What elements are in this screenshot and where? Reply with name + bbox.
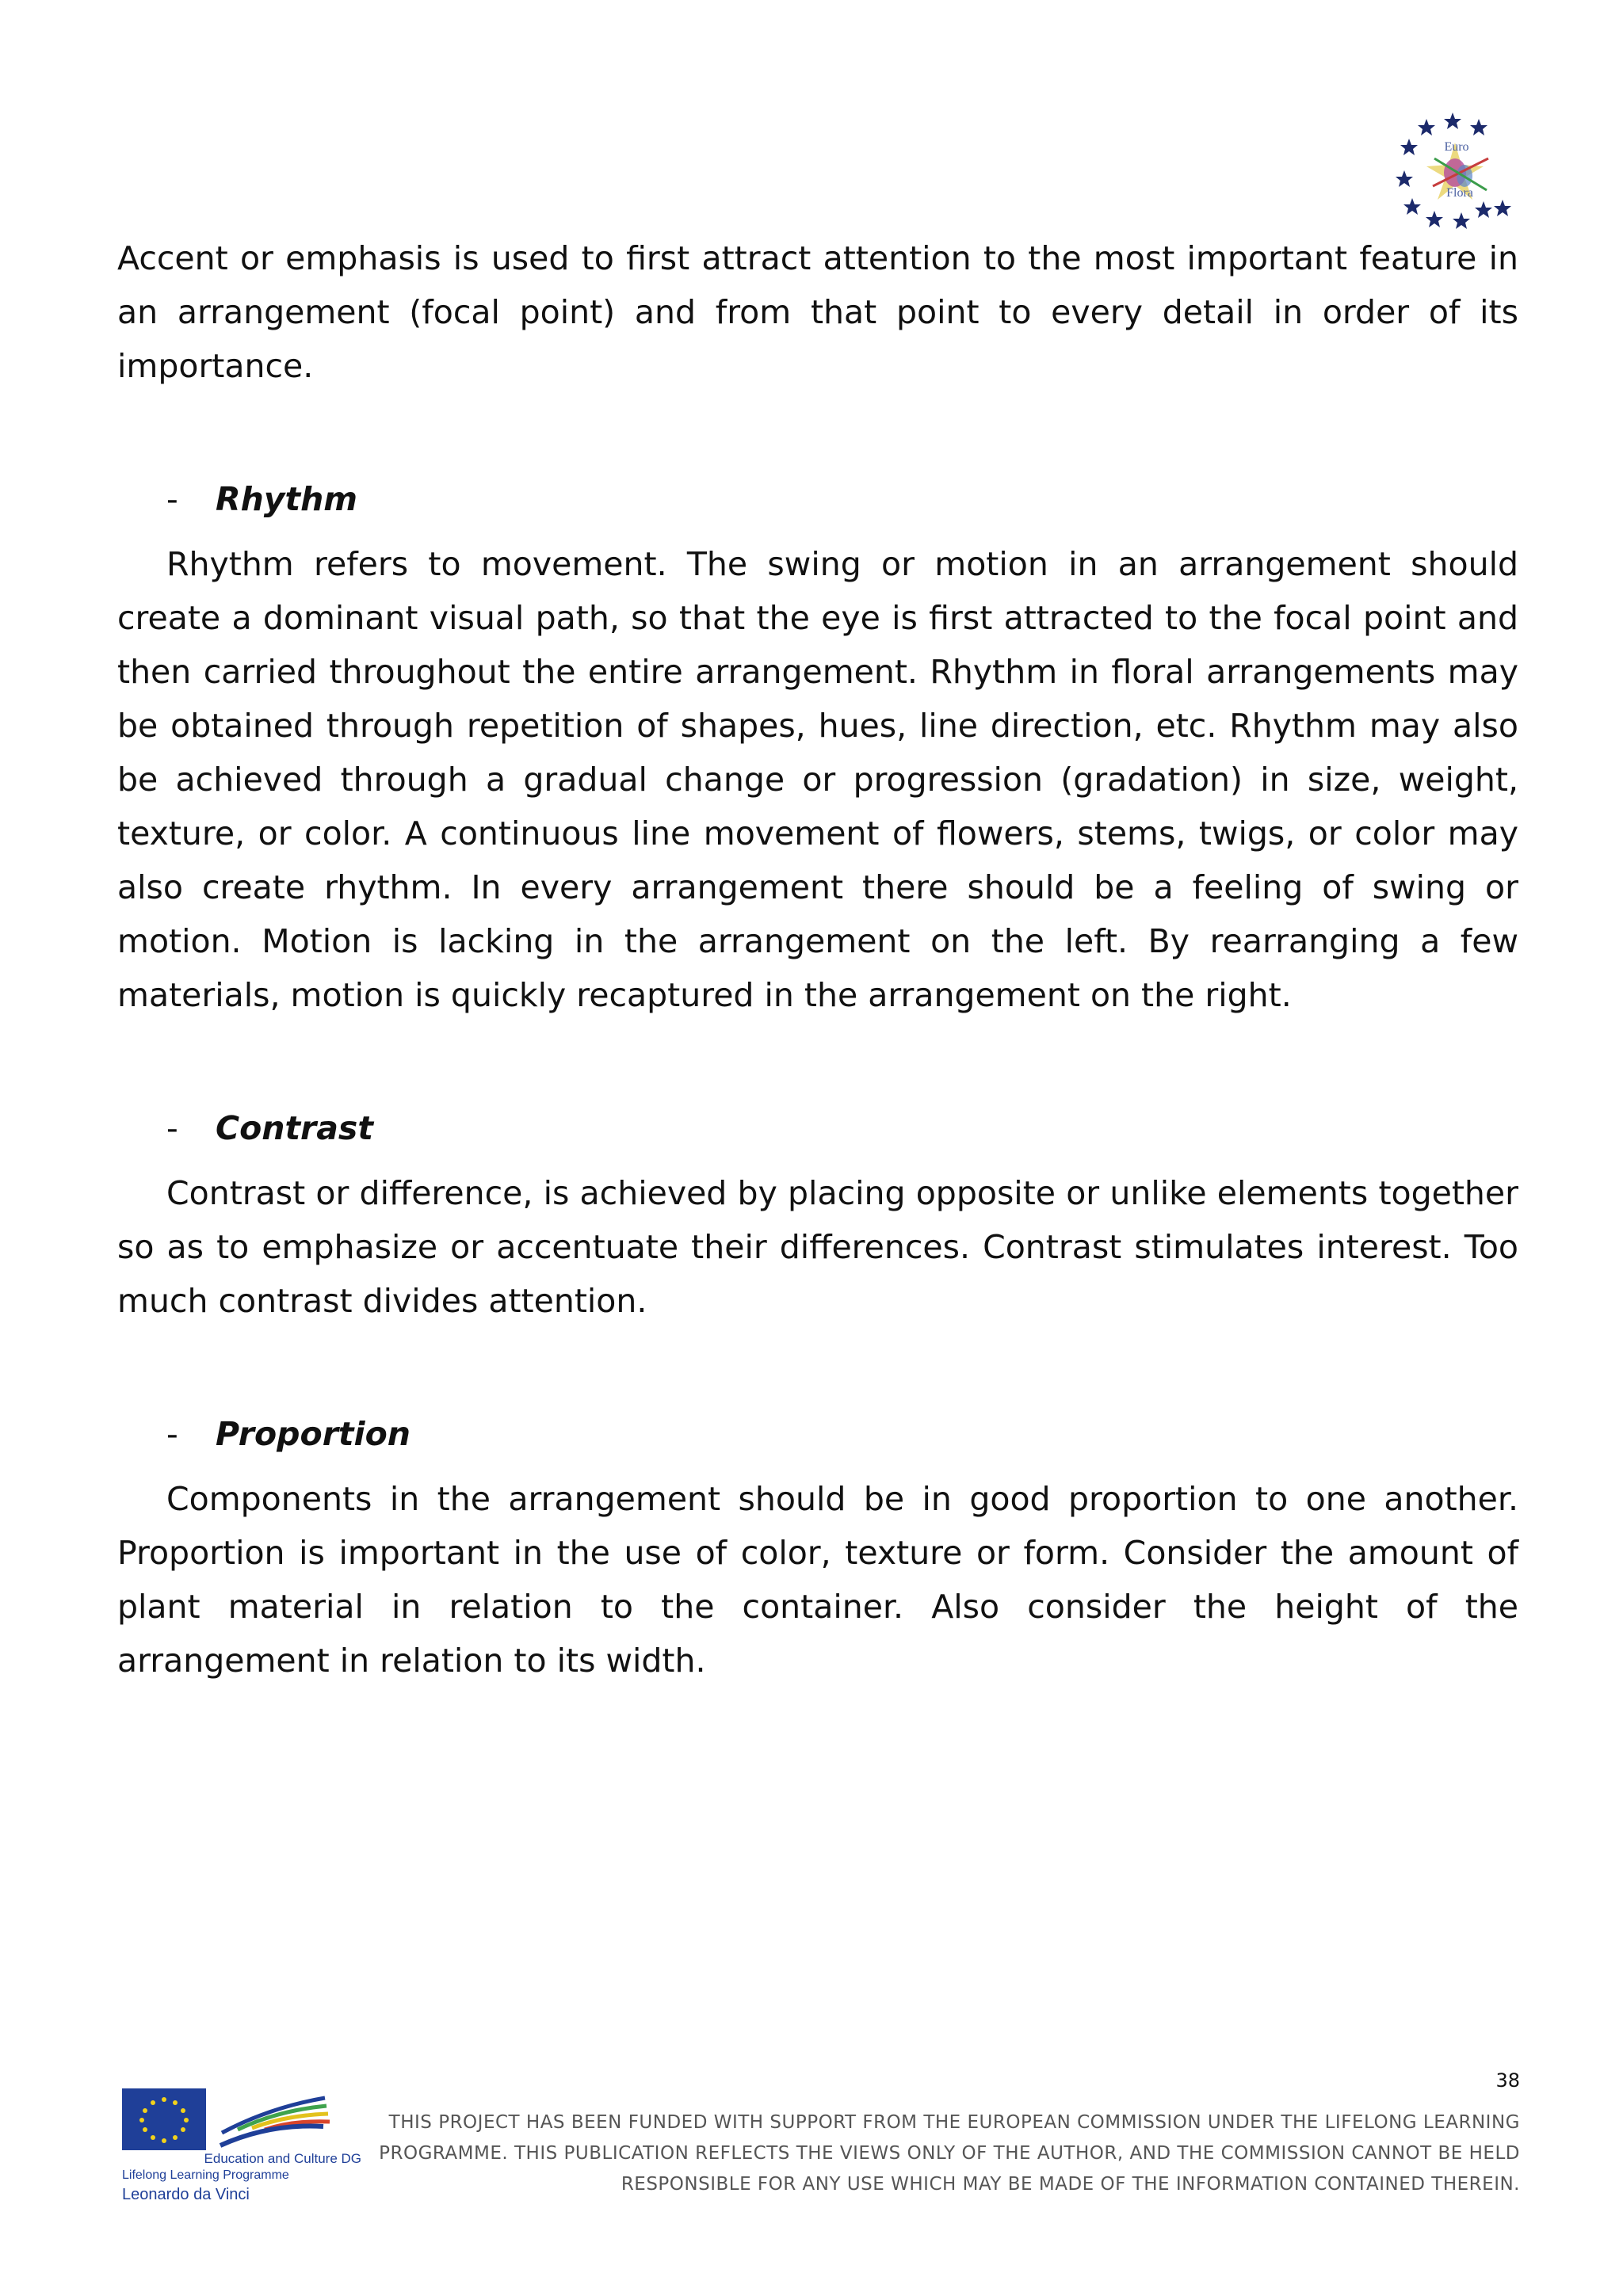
section-title: Proportion <box>216 1415 411 1453</box>
section-body-proportion: Components in the arrangement should be in good proportion to one another. Proportion is important in the use of color, texture or form. Consider the amount of plant material in relation to the container. Also consider the height of the arrangement in relation to its width. <box>117 1480 1518 1680</box>
section-dash: - <box>166 1415 178 1453</box>
footer-disclaimer-line: RESPONSIBLE FOR ANY USE WHICH MAY BE MADE OF THE INFORMATION CONTAINED THEREIN. <box>621 2174 1520 2195</box>
euroflora-logo <box>1385 111 1520 230</box>
section-title: Rhythm <box>216 480 357 518</box>
section-heading-contrast <box>166 1101 1518 1155</box>
section-body-contrast: Contrast or difference, is achieved by placing opposite or unlike elements together so as to emphasize or accentuate their differences. Contrast stimulates interest. Too much contrast divides attention. <box>117 1174 1518 1320</box>
section-heading-proportion <box>166 1407 1518 1461</box>
section-dash: - <box>166 1109 178 1147</box>
footer-disclaimer-line: THIS PROJECT HAS BEEN FUNDED WITH SUPPORT FROM THE EUROPEAN COMMISSION UNDER THE LIFELONG LEARNING <box>388 2112 1520 2133</box>
logo-text-top: Euro <box>1444 140 1469 154</box>
swoosh-icon <box>220 2098 330 2145</box>
page-content <box>117 231 1518 1688</box>
intro-paragraph: Accent or emphasis is used to first attract attention to the most important feature in an arrangement (focal point) and from that point to every detail in order of its importance. <box>117 239 1518 385</box>
section-dash: - <box>166 480 178 518</box>
section-title: Contrast <box>216 1109 373 1147</box>
logo-text-dg: Education and Culture DG <box>204 2151 361 2166</box>
page-number: 38 <box>1495 2069 1520 2092</box>
logo-text-name: Leonardo da Vinci <box>122 2186 250 2203</box>
section-heading-rhythm <box>166 472 1518 526</box>
footer-disclaimer <box>349 2107 1520 2200</box>
footer-disclaimer-line: PROGRAMME. THIS PUBLICATION REFLECTS THE VIEWS ONLY OF THE AUTHOR, AND THE COMMISSION CANNOT BE HELD <box>379 2143 1520 2164</box>
logo-text-bottom: Flora <box>1446 186 1473 200</box>
eu-lifelong-learning-logo <box>119 2084 365 2210</box>
section-body-rhythm: Rhythm refers to movement. The swing or motion in an arrangement should create a dominant visual path, so that the eye is first attracted to the focal point and then carried throughout the entire arrangement. Rhythm in floral arrangements may be obtained through repetition of shapes, hues, line direction, etc. Rhythm may also be achieved through a gradual change or progression (gradation) in size, weight, texture, or color. A continuous line movement of flowers, stems, twigs, or color may also create rhythm. In every arrangement there should be a feeling of swing or motion. Motion is lacking in the arrangement on the left. By rearranging a few materials, motion is quickly recaptured in the arrangement on the right. <box>117 545 1518 1014</box>
logo-text-programme: Lifelong Learning Programme <box>122 2168 289 2182</box>
